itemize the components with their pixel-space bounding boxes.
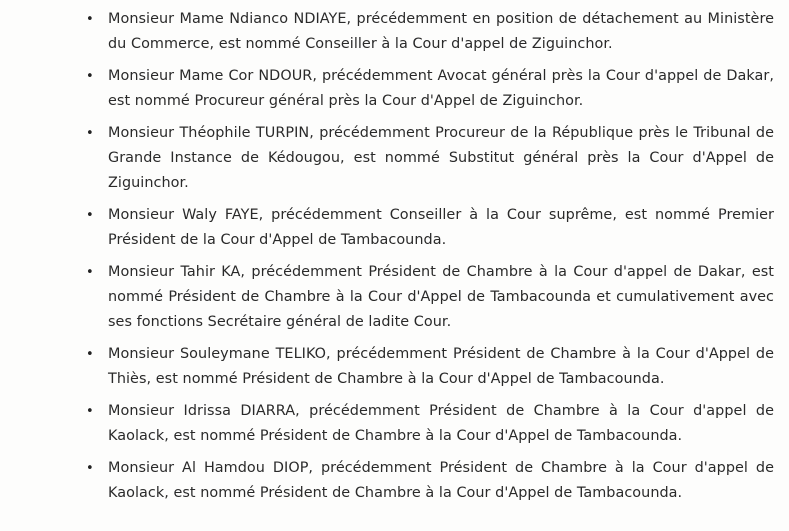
bullet-icon: • (86, 12, 94, 27)
list-item-text: Monsieur Mame Ndianco NDIAYE, précédemment en position de détachement au Ministère du Commerce, est nommé Conseiller à la Cour d'appel de Ziguinchor. (108, 11, 774, 52)
list-item-text: Monsieur Idrissa DIARRA, précédemment Président de Chambre à la Cour d'appel de Kaolack, est nommé Président de Chambre à la Cour d'Appel de Tambacounda. (108, 403, 774, 444)
list-item (84, 64, 774, 114)
list-item-text: Monsieur Théophile TURPIN, précédemment Procureur de la République près le Tribunal de Grande Instance de Kédougou, est nommé Substitut général près la Cour d'Appel de Ziguinchor. (108, 125, 774, 191)
bullet-icon: • (86, 404, 94, 419)
bullet-icon: • (86, 208, 94, 223)
list-item-text: Monsieur Waly FAYE, précédemment Conseiller à la Cour suprême, est nommé Premier Président de la Cour d'Appel de Tambacounda. (108, 207, 774, 248)
bullet-icon: • (86, 461, 94, 476)
list-item (84, 456, 774, 506)
list-item (84, 342, 774, 392)
bullet-icon: • (86, 69, 94, 84)
list-item-text: Monsieur Mame Cor NDOUR, précédemment Avocat général près la Cour d'appel de Dakar, est nommé Procureur général près la Cour d'Appel de Ziguinchor. (108, 68, 774, 109)
list-item (84, 7, 774, 57)
list-item-text: Monsieur Souleymane TELIKO, précédemment Président de Chambre à la Cour d'Appel de Thiès, est nommé Président de Chambre à la Cour d'Appel de Tambacounda. (108, 346, 774, 387)
list-item (84, 121, 774, 196)
appointments-list (84, 7, 774, 513)
list-item (84, 260, 774, 335)
list-item (84, 203, 774, 253)
bullet-icon: • (86, 265, 94, 280)
list-item-text: Monsieur Al Hamdou DIOP, précédemment Président de Chambre à la Cour d'appel de Kaolack, est nommé Président de Chambre à la Cour d'Appel de Tambacounda. (108, 460, 774, 501)
list-item (84, 399, 774, 449)
bullet-icon: • (86, 347, 94, 362)
list-item-text: Monsieur Tahir KA, précédemment Président de Chambre à la Cour d'appel de Dakar, est nommé Président de Chambre à la Cour d'Appel de Tambacounda et cumulativement avec ses fonctions Secrétaire général de ladite Cour. (108, 264, 774, 330)
bullet-icon: • (86, 126, 94, 141)
